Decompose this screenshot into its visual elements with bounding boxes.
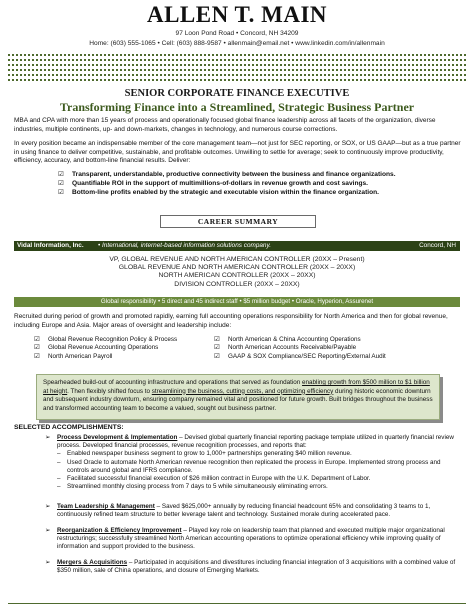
accomplishment-sub: – Facilitated successful financial execution of $26 million contract in Europe with the U.K. Department of Labor.: [57, 475, 371, 483]
career-summary-heading: CAREER SUMMARY: [160, 215, 316, 228]
dotted-divider: [8, 79, 466, 81]
checkbox-icon: ☑: [34, 352, 40, 360]
oversight-areas-left: [34, 336, 177, 361]
arrow-bullet-icon: ➢: [45, 503, 51, 510]
dotted-divider: [8, 74, 466, 76]
headline-tagline: Transforming Finance into a Streamlined, Strategic Business Partner: [59, 100, 415, 114]
contact-line: Home: (603) 555-1065 • Cell: (603) 888-9587 • allenmain@email.net • www.linkedin.com/in/allenmain: [89, 40, 385, 47]
accomplishment-item: ➢ Process Development & Implementation – Devised global quarterly financial reporting package template utilized in quarterly financial review process. Developed financial processes, revenue recognition processes, and reports that: – Enabled newspaper business segment to grow to 1,000+ partnerships generating $40 million revenue. – Used Oracle to automate North American revenue recognition then replicated the process in Europe. Implemented strong process and controls around global and IFRS compliance. – Facilitated successful financial execution of $26 million contract in Europe with the U.K. Department of Labor. – Streamlined monthly closing process from 7 days to 5 while simultaneously eliminating errors.: [57, 434, 462, 491]
oversight-area: ☑ North American Payroll: [34, 352, 113, 360]
accomplishment-sub: – Streamlined monthly closing process from 7 days to 5 while simultaneously eliminating errors.: [57, 483, 328, 491]
stats-bar: Global responsibility • 5 direct and 45 indirect staff • $5 million budget • Oracle, Hyperion, Assurenet: [14, 297, 460, 307]
checkbox-icon: ☑: [214, 344, 220, 352]
address-line: 97 Loon Pond Road • Concord, NH 34209: [175, 30, 299, 37]
candidate-name: ALLEN T. MAIN: [146, 2, 328, 27]
value-bullet: ☑ Transparent, understandable, productive connectivity between the business and finance organizations.: [58, 171, 396, 178]
dotted-divider: [8, 59, 466, 61]
company-description: • International, internet-based information solutions company.: [98, 242, 271, 249]
value-bullet: ☑ Bottom-line profits enabled by the strategic and executable vision within the finance organization.: [58, 188, 380, 196]
oversight-area: ☑ Global Revenue Accounting Operations: [34, 344, 159, 352]
dotted-divider: [8, 64, 466, 66]
oversight-areas-right: [214, 336, 386, 361]
highlight-box: [36, 374, 440, 420]
value-bullets: [58, 171, 458, 197]
arrow-bullet-icon: ➢: [45, 527, 51, 534]
accomplishment-item: ➢ Reorganization & Efficiency Improvement – Played key role on leadership team that planned and executed multiple major organizational restructurings; successfully streamlined North American accounting operations to optimize operational efficiency while improving quality of information and support provided to the business.: [45, 527, 445, 551]
checkbox-icon: ☑: [214, 336, 220, 343]
headline-title: SENIOR CORPORATE FINANCE EXECUTIVE: [124, 88, 350, 99]
oversight-area: ☑ North American & China Accounting Operations: [214, 336, 361, 343]
company-name: Vidal Information, Inc.: [17, 242, 84, 249]
oversight-area: ☑ Global Revenue Recognition Policy & Process: [34, 336, 178, 343]
role-title: VP, GLOBAL REVENUE AND NORTH AMERICAN CONTROLLER (20XX – Present): [109, 256, 365, 263]
career-intro: Recruited during period of growth and promoted rapidly, earning full accounting operations responsibility for North America and then for global revenue, including Europe and Asia. Major areas of oversight and leadership include:: [14, 313, 448, 329]
value-bullet: ☑ Quantifiable ROI in the support of multimillions-of-dollars in revenue growth and cost savings.: [58, 179, 369, 187]
checkbox-icon: ☑: [58, 188, 64, 196]
accomplishment-item: ➢ Mergers & Acquisitions – Participated in acquisitions and divestitures including financial integration of 3 acquisitions with a combined value of $350 million, sale of China operations, and closure of Emerging Markets.: [45, 559, 456, 575]
checkbox-icon: ☑: [214, 352, 220, 360]
role-list: [0, 256, 474, 289]
role-title: NORTH AMERICAN CONTROLLER (20XX – 20XX): [158, 272, 316, 280]
bottom-divider: [8, 603, 466, 604]
checkbox-icon: ☑: [58, 171, 64, 178]
company-location: Concord, NH: [419, 242, 456, 249]
checkbox-icon: ☑: [34, 344, 40, 352]
company-bar: [14, 241, 460, 251]
arrow-bullet-icon: ➢: [45, 434, 51, 441]
oversight-area: ☑ GAAP & SOX Compliance/SEC Reporting/External Audit: [214, 352, 386, 360]
role-title: GLOBAL REVENUE AND NORTH AMERICAN CONTROLLER (20XX – 20XX): [118, 264, 356, 272]
arrow-bullet-icon: ➢: [45, 559, 51, 566]
checkbox-icon: ☑: [58, 179, 64, 187]
accomplishment-sub: – Enabled newspaper business segment to grow to 1,000+ partnerships generating $40 million revenue.: [57, 450, 352, 458]
accomplishment-item: ➢ Team Leadership & Management – Saved $625,000+ annually by reducing financial headcount 65% and consolidating 3 teams to 1, continuously refined team structure to better leverage talent and technology. Sustained morale during accelerated pace.: [45, 503, 431, 519]
summary-paragraph-2: In every position became an indispensable member of the core management team—not just for SEC reporting, or SOX, or US GAAP—but as a true partner in using finance to deliver competitive, sustainable, and profitable outcomes. Unwilling to settle for average; seek to continuously improve productivity, efficiency, accuracy, and bottom-line financial results. Deliver:: [14, 140, 461, 165]
role-title: DIVISION CONTROLLER (20XX – 20XX): [174, 280, 300, 288]
summary-paragraph-1: MBA and CPA with more than 15 years of process and operationally focused global finance leadership across all facets of the organization, diverse industries, multiple continents, up- and down-markets, changes in technology, and numerous course corrections.: [14, 117, 436, 133]
dotted-divider: [8, 69, 466, 71]
accomplishments-heading: SELECTED ACCOMPLISHMENTS:: [14, 424, 124, 431]
accomplishment-sub: – Used Oracle to automate North American revenue recognition then replicated the process in Europe. Implemented strong process and controls around global and IFRS compliance.: [57, 458, 441, 474]
highlight-text: Spearheaded build-out of accounting infrastructure and operations that served as foundation enabling growth from $500 million to $1 billion at height. Then flexibly shifted focus to streamlining the business, cutting costs, and optimizing efficiency during historic economic downturn and subsequent industry downturn, ensuring company remained vital and positioned for future growth. Built bridges throughout the business and transformed accounting team to become a valued, sought out business partner.: [43, 379, 433, 412]
checkbox-icon: ☑: [34, 336, 40, 343]
dotted-divider: [8, 54, 466, 56]
oversight-area: ☑ North American Accounts Receivable/Payable: [214, 344, 357, 352]
